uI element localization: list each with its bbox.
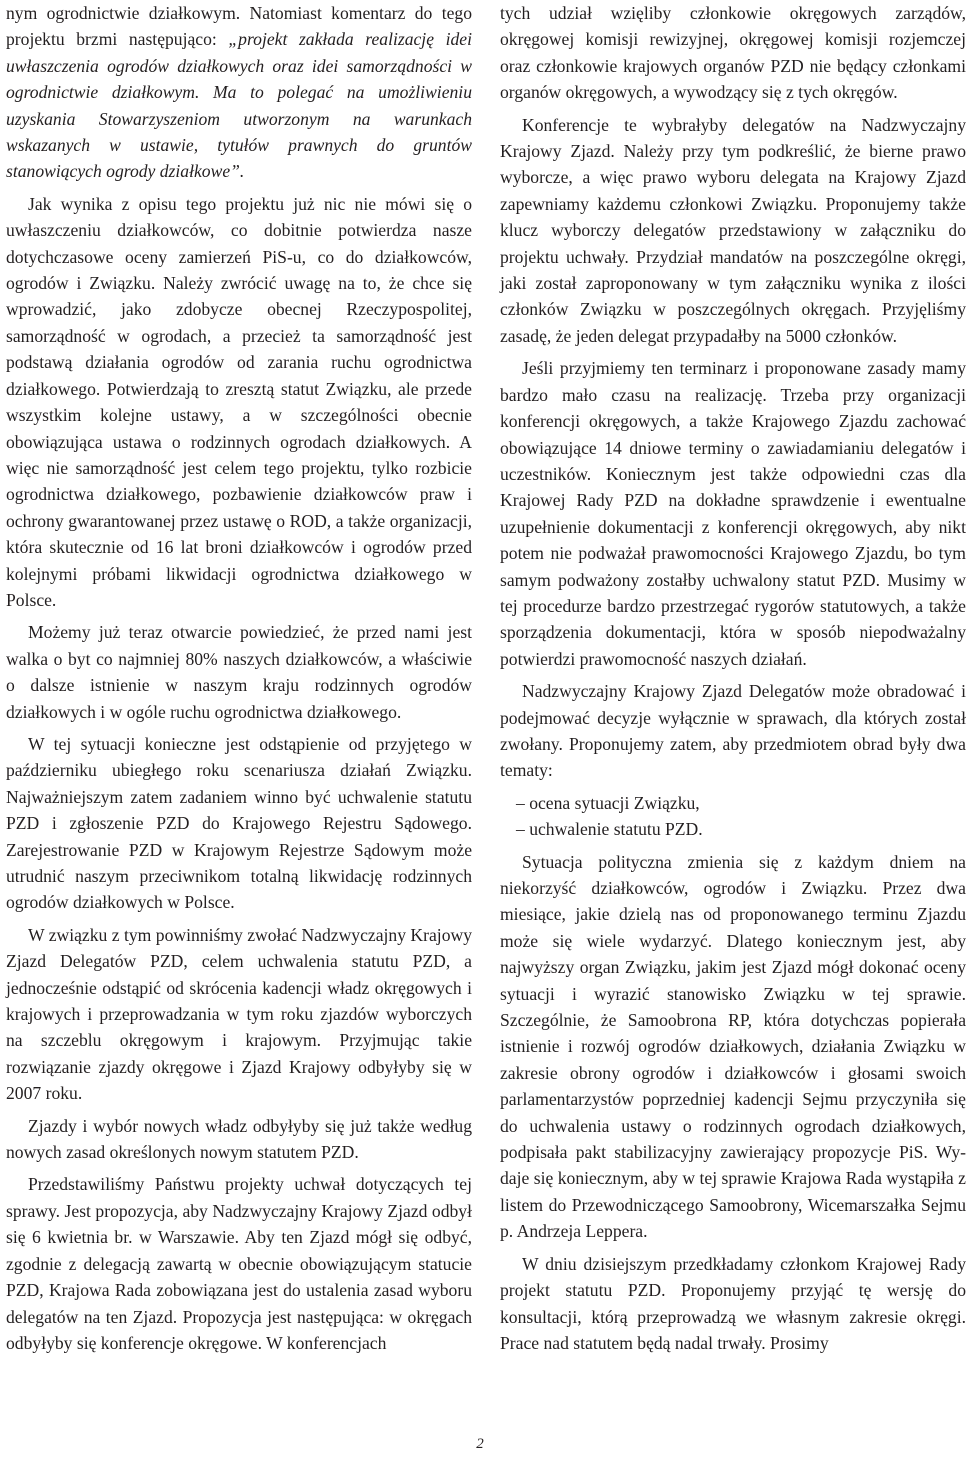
paragraph: Jeśli przyjmiemy ten terminarz i proponowane zasady mamy bardzo mało czasu na realizację. Trzeba przy organizacji konferencji okręgowych, a także Krajowego Zjazdu zachować obowiązujące 14 dniowe terminy o zawiadamianiu delegatów i uczestników. Koniecznym jest także odpowiedni czas dla Krajowej Rady PZD na dokładne sprawdzenie i ewentualne uzupełnienie dokumentacji z konferencji okręgowych, aby nikt potem nie podważał prawomocności Krajowego Zjazdu, bo tym samym podważony zostałby uchwalony statut PZD. Musimy w tej procedurze bardzo przestrzegać rygorów statutowych, a także sporządzenia dokumentacji, która w sposób niepodważalny potwierdzi prawomocność naszych działań. xyxy=(500,358,966,669)
paragraph: Zjazdy i wybór nowych władz odbyłyby się już także według nowych zasad określonych nowym statutem PZD. xyxy=(6,1115,472,1163)
left-column xyxy=(6,0,472,1362)
right-column xyxy=(500,0,966,1362)
paragraph: Możemy już teraz otwarcie powiedzieć, że przed nami jest walka o byt co najmniej 80% naszych działkowców, a właściwie o dalsze istnienie w naszym kraju rodzinnych ogrodów działkowych i w ogóle ruchu ogrodnictwa działkowego. xyxy=(6,622,472,722)
paragraph: W dniu dzisiejszym przedkładamy członkom Krajowej Rady projekt statutu PZD. Proponujemy przyjąć tę wersję do konsultacji, którą przeprowadzą we własnym zakresie okręgi. Prace nad statutem będą nadal trwały. Prosimy xyxy=(500,1253,966,1353)
paragraph-continuation xyxy=(6,0,472,185)
paragraph-continuation: tych udział wzięliby członkowie okręgowych zarządów, okręgowej komisji rewizyjnej, okręgowej komisji rozjemczej oraz członkowie krajowych organów PZD nie będący członkami organów okręgowych, a wywodzący się z tych okręgów. xyxy=(500,3,966,103)
page-number: 2 xyxy=(476,1436,484,1452)
paragraph: Konferencje te wybrałyby delegatów na Nadzwyczajny Krajowy Zjazd. Należy przy tym podkreślić, że bierne prawo wyborcze, a więc prawo wyboru delegata na Krajowy Zjazd zapewniamy każdemu członkowi Związku. Proponujemy także klucz wyborczy delegatów przedstawiony w załączniku do projektu uchwały. Przydział mandatów na poszczególne okręgi, jaki został zaproponowany w tym załączniku wynika z ilości członków Związku w poszczególnych okręgach. Przyjęliśmy zasadę, że jeden delegat przypadałby na 5000 członków. xyxy=(500,114,966,346)
quoted-project-description: „projekt zakłada realizację idei uwłaszczenia ogrodów działkowych oraz idei samorządności w ogrodnictwie działkowym. Ma to polegać na umożliwieniu uzyskania Stowarzyszeniom utworzonym na warunkach wskazanych w ustawie, tytułów prawnych do gruntów stanowiących ogrody działkowe”. xyxy=(6,29,472,182)
paragraph: Przedstawiliśmy Państwu projekty uchwał dotyczących tej sprawy. Jest propozycja, aby Nadzwyczajny Krajowy Zjazd odbył się 6 kwietnia br. w Warszawie. Aby ten Zjazd mógł się odbyć, zgodnie z delegacją zawartą w obecnie obowiązującym statucie PZD, Krajowa Rada zobowiązana jest do ustalenia zasad wyboru delegatów na ten Zjazd. Propozycja jest następująca: w okręgach odbyłyby się konferencje okręgowe. W konferencjach xyxy=(6,1174,472,1353)
list-item: – uchwalenie statutu PZD. xyxy=(516,819,703,840)
paragraph: W związku z tym powinniśmy zwołać Nadzwyczajny Krajowy Zjazd Delegatów PZD, celem uchwalenia statutu PZD, a jednocześnie odstąpić od skrócenia kadencji władz okręgowych i krajowych i przeprowadzania w tym roku zjazdów wyborczych na szczeblu okręgowym i krajowym. Przyjmując takie rozwiązanie zjazdy okręgowe i Zjazd Krajowy odbyłyby się w 2007 roku. xyxy=(6,924,472,1104)
paragraph: Nadzwyczajny Krajowy Zjazd Delegatów może obradować i podejmować decyzje wyłącznie w sprawach, dla których został zwołany. Proponujemy zatem, aby przedmiotem obrad były dwa tematy: xyxy=(500,681,966,781)
paragraph: Jak wynika z opisu tego projektu już nic nie mówi się o uwłaszczeniu działkowców, co dobitnie potwierdza nasze dotychczasowe oceny zamierzeń PiS-u, co do działkowców, ogrodów i Związku. Należy zwrócić uwagę na to, że chce się wprowadzić, jako zdobycze obecnej Rzeczypospolitej, samorządność w ogrodach, a przecież ta samorządność jest podstawą działania ogrodów od zarania ruchu ogrodnictwa działkowego. Potwierdzają to zresztą statut Związku, ale przede wszystkim kolejne ustawy, a w szczególności obecnie obowiązująca ustawa o rodzinnych ogrodach działkowych. A więc nie samorządność jest celem tego projektu, tylko rozbicie ogrodnictwa działkowego, pozbawienie działkowców praw i ochrony gwarantowanej przez ustawę o ROD, a także organizacji, która skutecznie od 16 lat broni działkowców i ogrodów przed kolejnymi próbami likwidacji ogrodnictwa działkowego w Polsce. xyxy=(6,193,472,610)
list-item: – ocena sytuacji Związku, xyxy=(516,792,700,813)
paragraph: W tej sytuacji konieczne jest odstąpienie od przyjętego w październiku ubiegłego roku scenariusza działań Związku. Najważniejszym zatem zadaniem winno być uchwalenie statutu PZD i zgłoszenie PZD do Krajowego Rejestru Sądowego. Zarejestrowanie PZD w Krajowym Rejestrze Sądowym może utrudnić naszym przeciwnikom totalną likwidację rodzinnych ogrodów działkowych w Polsce. xyxy=(6,733,472,913)
paragraph: Sytuacja polityczna zmienia się z każdym dniem na niekorzyść działkowców, ogrodów i Związku. Przez dwa miesiące, jakie dzielą nas od proponowanego terminu Zjazdu może się wiele wydarzyć. Dlatego koniecznym jest, aby najwyższy organ Związku, jakim jest Zjazd mógł dokonać oceny sytuacji i wyrazić stanowisko Związku w tej sprawie. Szczególnie, że Samoobrona RP, która dotychczas popierała istnienie i rozwój ogrodów działkowych, działania Związku w zakresie obrony ogrodów i działkowców i głosami swoich parlamentarzystów poprzedniej kadencji Sejmu przyczyniła się do uchwalenia ustawy o rodzinnych ogrodach działkowych, podpisała pakt stabilizacyjny zawierający propozycje PiS. Wydaje się koniecznym, aby w tej sprawie Krajowa Rada wystąpiła z listem do Przewodniczącego Samoobrony, Wicemarszałka Sejmu p. Andrzeja Leppera. xyxy=(500,851,966,1242)
paragraph-text: nym ogrodnictwie działkowym. Natomiast komentarz do tego projektu brzmi następująco: xyxy=(6,3,472,50)
